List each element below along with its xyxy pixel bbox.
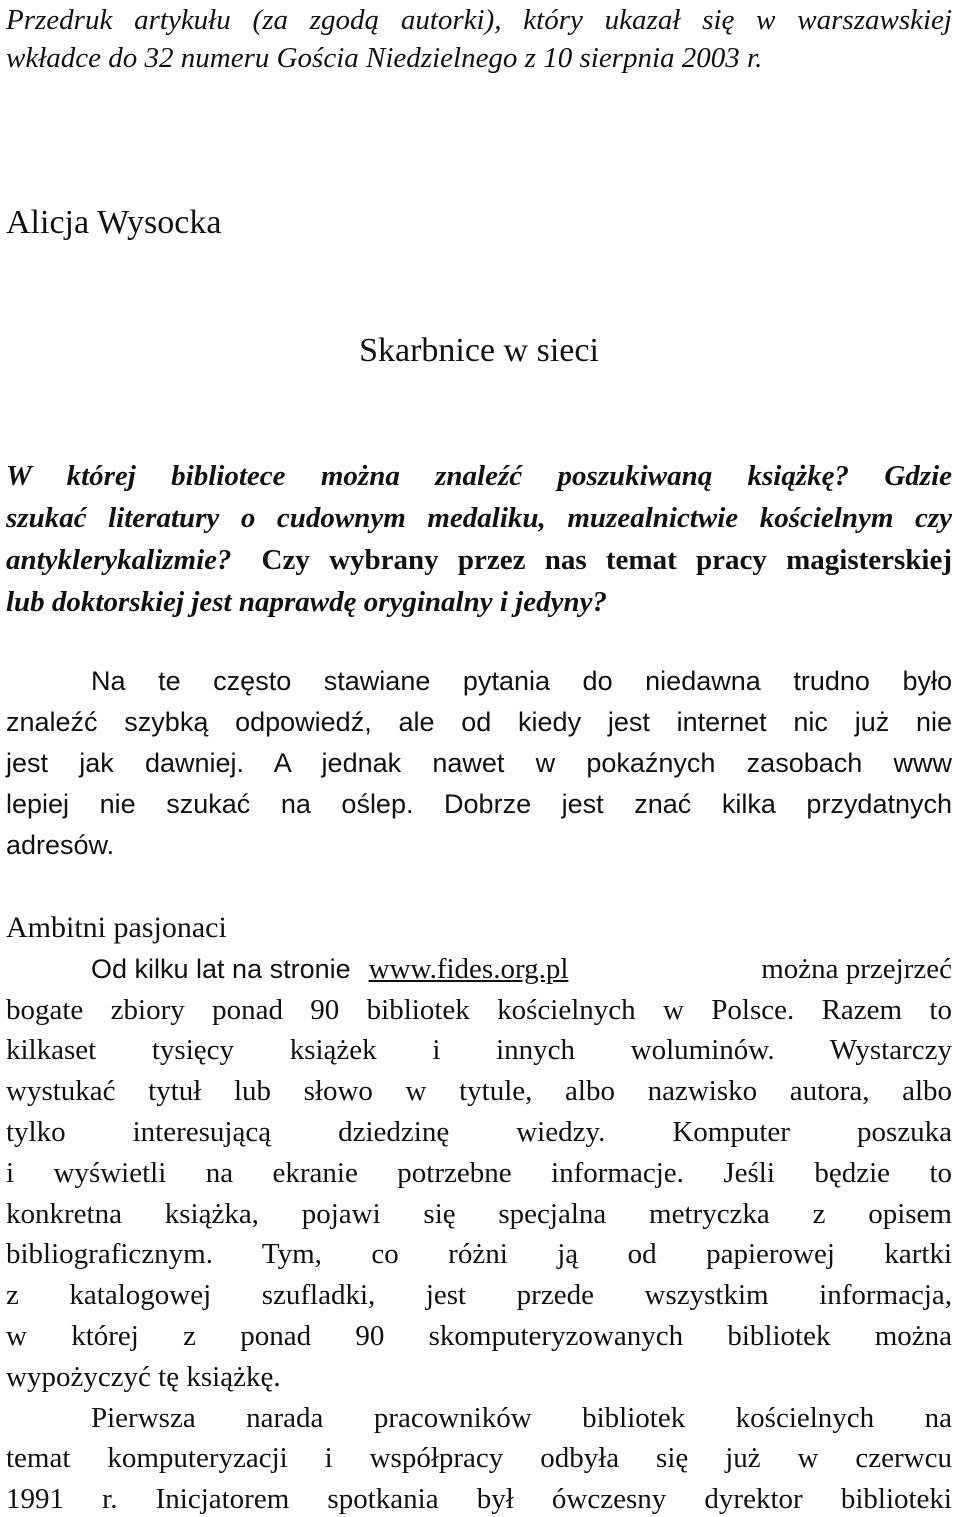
lead-line-3-normal: Czy wybrany przez nas temat pracy magisterskiej [261,544,952,576]
body-line-3: kilkaset tysięcy książek i innych woluminów. Wystarczy [6,1034,952,1066]
body-p2-line-1: Pierwsza narada pracowników bibliotek kościelnych na [91,1402,952,1434]
lead-line-3-italic: antyklerykalizmie? [6,544,232,576]
article-title: Skarbnice w sieci [359,332,599,369]
body-line-9: z katalogowej szufladki, jest przede wszystkim informacja, [6,1279,952,1311]
intro-line-2: znaleźć szybką odpowiedź, ale od kiedy jest internet nic już nie [6,707,952,737]
reprint-note-line-2: wkładce do 32 numeru Gościa Niedzielnego z 10 sierpnia 2003 r. [6,42,763,74]
lead-line-2: szukać literatury o cudownym medaliku, muzealnictwie kościelnym czy [6,502,952,534]
reprint-note-line-1: Przedruk artykułu (za zgodą autorki), który ukazał się w warszawskiej [6,4,952,36]
intro-line-3: jest jak dawniej. A jednak nawet w pokaźnych zasobach www [6,748,952,778]
body-line-1-text: Od kilku lat na stronie [91,954,351,984]
intro-line-4: lepiej nie szukać na oślep. Dobrze jest znać kilka przydatnych [6,789,952,819]
lead-line-1: W której bibliotece można znaleźć poszukiwaną książkę? Gdzie [6,460,952,492]
body-line-4: wystukać tytuł lub słowo w tytule, albo nazwisko autora, albo [6,1075,952,1107]
body-line-6: i wyświetli na ekranie potrzebne informacje. Jeśli będzie to [6,1157,952,1189]
lead-line-3 [6,542,952,578]
lead-line-4: lub doktorskiej jest naprawdę oryginalny i jedyny? [6,586,607,618]
fides-link[interactable]: www.fides.org.pl [368,953,569,985]
author-name: Alicja Wysocka [6,204,222,241]
body-line-1 [6,951,952,987]
body-line-8: bibliograficznym. Tym, co różni ją od papierowej kartki [6,1238,952,1270]
intro-line-5: adresów. [6,830,115,860]
intro-line-1: Na te często stawiane pytania do niedawna trudno było [91,666,952,696]
body-line-2: bogate zbiory ponad 90 bibliotek kościelnych w Polsce. Razem to [6,994,952,1026]
body-p2-line-3: 1991 r. Inicjatorem spotkania był ówczesny dyrektor biblioteki [6,1483,952,1515]
body-p2-line-2: temat komputeryzacji i współpracy odbyła się już w czerwcu [6,1442,952,1474]
body-line-5: tylko interesującą dziedzinę wiedzy. Komputer poszuka [6,1116,952,1148]
body-line-10: w której z ponad 90 skomputeryzowanych bibliotek można [6,1320,952,1352]
body-line-1-end: można przejrzeć [761,953,952,985]
body-line-11: wypożyczyć tę książkę. [6,1361,281,1393]
section-heading: Ambitni pasjonaci [6,911,227,944]
body-line-7: konkretna książka, pojawi się specjalna metryczka z opisem [6,1198,952,1230]
